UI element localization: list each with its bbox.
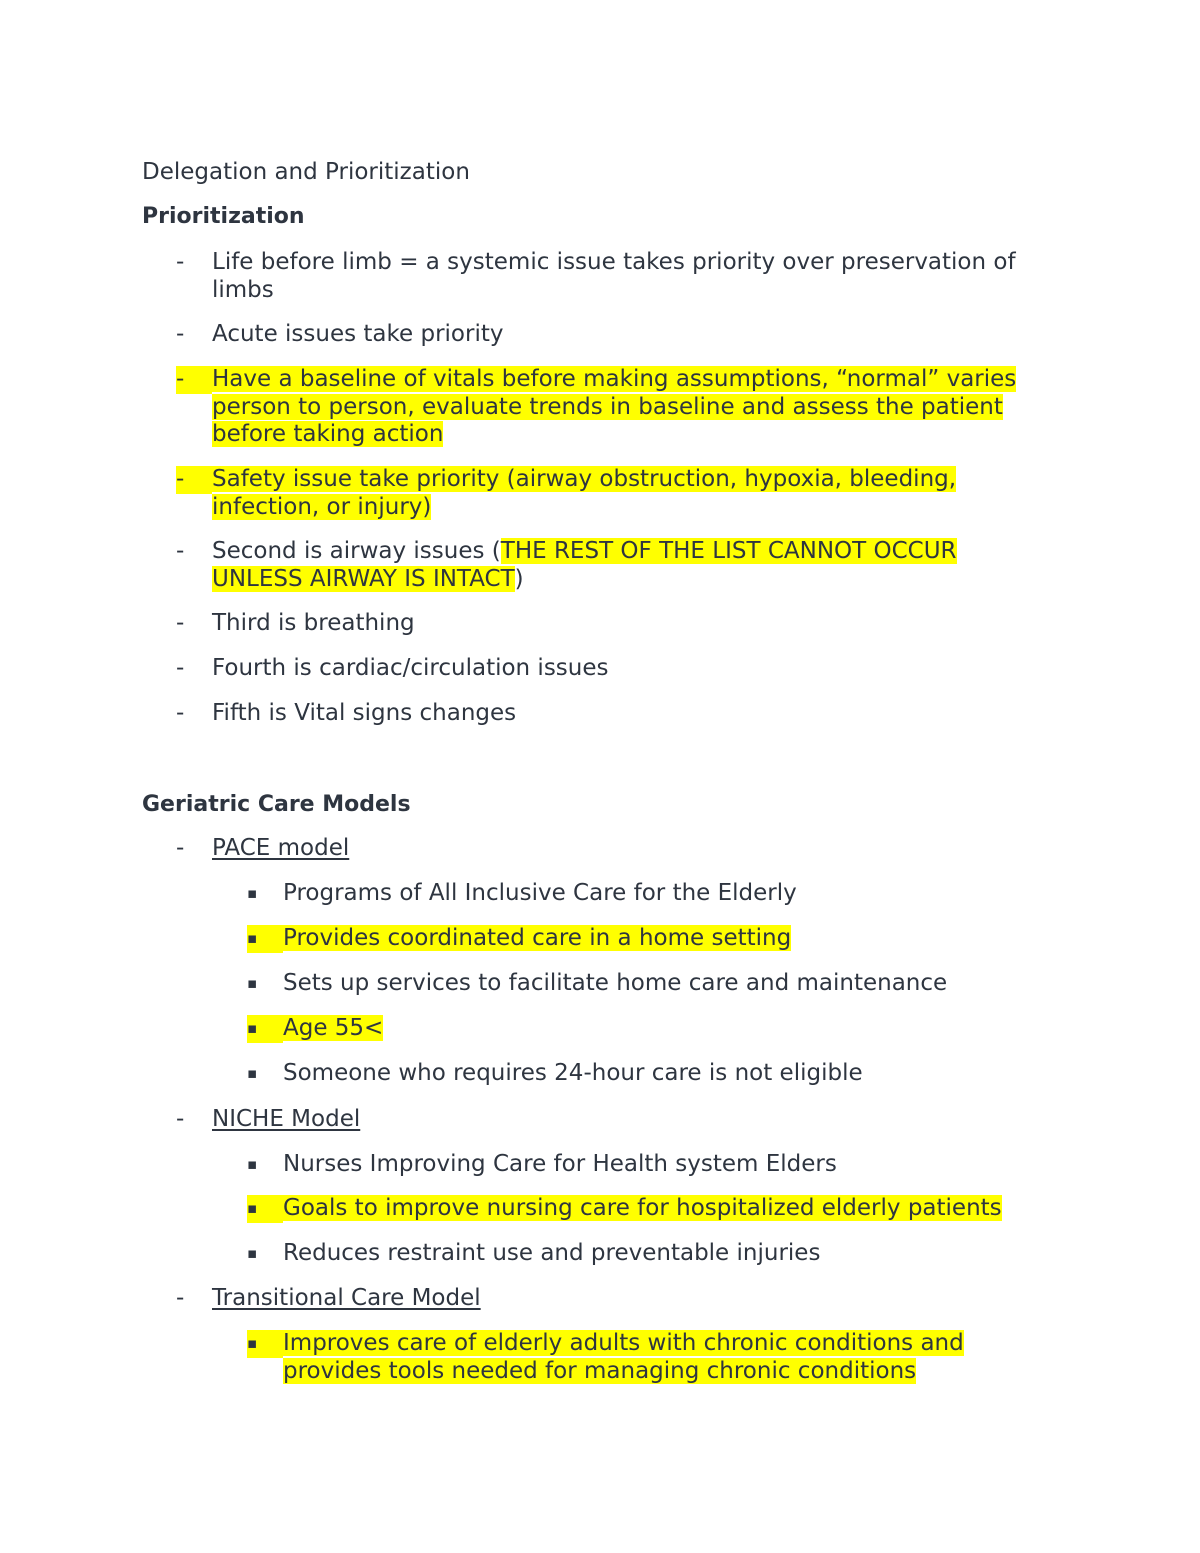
list-item [176, 249, 1052, 304]
square-bullet: ▪ [247, 1015, 283, 1043]
list-item-text: Acute issues take priority [212, 321, 504, 347]
list-item [176, 655, 1052, 683]
sub-list-item [247, 925, 1043, 953]
square-bullet: ▪ [247, 1244, 258, 1262]
square-bullet: ▪ [247, 1064, 258, 1082]
list-item-text: Fifth is Vital signs changes [212, 700, 517, 726]
list-item [176, 321, 1052, 349]
sub-list-item-text: Sets up services to facilitate home care and maintenance [283, 970, 948, 996]
sub-list-item-text: Age 55< [283, 1015, 384, 1041]
sub-list-item-text: Nurses Improving Care for Health system Elders [283, 1151, 837, 1177]
list-item-text: Safety issue take priority (airway obstruction, hypoxia, bleeding, infection, or injury) [212, 466, 957, 520]
square-bullet: ▪ [247, 1155, 258, 1173]
heading-geriatric-care-models: Geriatric Care Models [142, 792, 411, 817]
list-item-text: Have a baseline of vitals before making assumptions, “normal” varies person to person, evaluate trends in baseline and assess the patient before taking action [212, 366, 1017, 447]
sub-list-item [247, 1240, 1043, 1268]
sub-list-item [247, 970, 1043, 998]
list-item-text-highlight: THE REST OF THE LIST CANNOT OCCUR UNLESS AIRWAY IS INTACT [212, 538, 957, 592]
sub-list-item [247, 1060, 1043, 1088]
square-bullet: ▪ [247, 1195, 283, 1223]
sub-list-item-text: Provides coordinated care in a home setting [283, 925, 792, 951]
list-item-pace-model [176, 835, 1052, 863]
document-title: Delegation and Prioritization [142, 159, 470, 185]
list-item-niche-model [176, 1106, 1052, 1134]
dash-bullet: - [176, 366, 212, 394]
square-bullet: ▪ [247, 1330, 283, 1358]
list-item-text-suffix: ) [514, 565, 524, 592]
sub-list-item [247, 1015, 1043, 1043]
sub-list-item-text: Programs of All Inclusive Care for the Elderly [283, 880, 797, 906]
sub-list-item-text: Reduces restraint use and preventable injuries [283, 1240, 821, 1266]
dash-bullet: - [176, 321, 185, 347]
heading-prioritization: Prioritization [142, 204, 305, 229]
list-item-text: Third is breathing [212, 610, 415, 636]
dash-bullet: - [176, 700, 185, 726]
list-item-text: Fourth is cardiac/circulation issues [212, 655, 609, 681]
dash-bullet: - [176, 610, 185, 636]
list-item [176, 466, 1052, 521]
dash-bullet: - [176, 466, 212, 494]
pace-model-label: PACE model [212, 835, 350, 861]
list-item [176, 700, 1052, 728]
sub-list-item-text: Goals to improve nursing care for hospitalized elderly patients [283, 1195, 1002, 1221]
dash-bullet: - [176, 1106, 185, 1132]
square-bullet: ▪ [247, 884, 258, 902]
sub-list-item [247, 1195, 1043, 1223]
sub-list-item [247, 1151, 1043, 1179]
sub-list-item-text: Improves care of elderly adults with chronic conditions and provides tools needed for managing chronic conditions [283, 1330, 964, 1384]
list-item-text-prefix: Second is airway issues ( [212, 538, 501, 564]
sub-list-item [247, 1330, 1043, 1385]
list-item-text: Life before limb = a systemic issue takes priority over preservation of limbs [212, 249, 1016, 303]
list-item [176, 366, 1052, 449]
list-item [176, 610, 1052, 638]
dash-bullet: - [176, 835, 185, 861]
square-bullet: ▪ [247, 925, 283, 953]
sub-list-item-text: Someone who requires 24-hour care is not eligible [283, 1060, 863, 1086]
sub-list-item [247, 880, 1043, 908]
dash-bullet: - [176, 538, 185, 564]
dash-bullet: - [176, 655, 185, 681]
transitional-care-model-label: Transitional Care Model [212, 1285, 481, 1311]
dash-bullet: - [176, 249, 185, 275]
niche-model-label: NICHE Model [212, 1106, 361, 1132]
list-item-transitional-care-model [176, 1285, 1052, 1313]
square-bullet: ▪ [247, 974, 258, 992]
list-item [176, 538, 1052, 593]
dash-bullet: - [176, 1285, 185, 1311]
